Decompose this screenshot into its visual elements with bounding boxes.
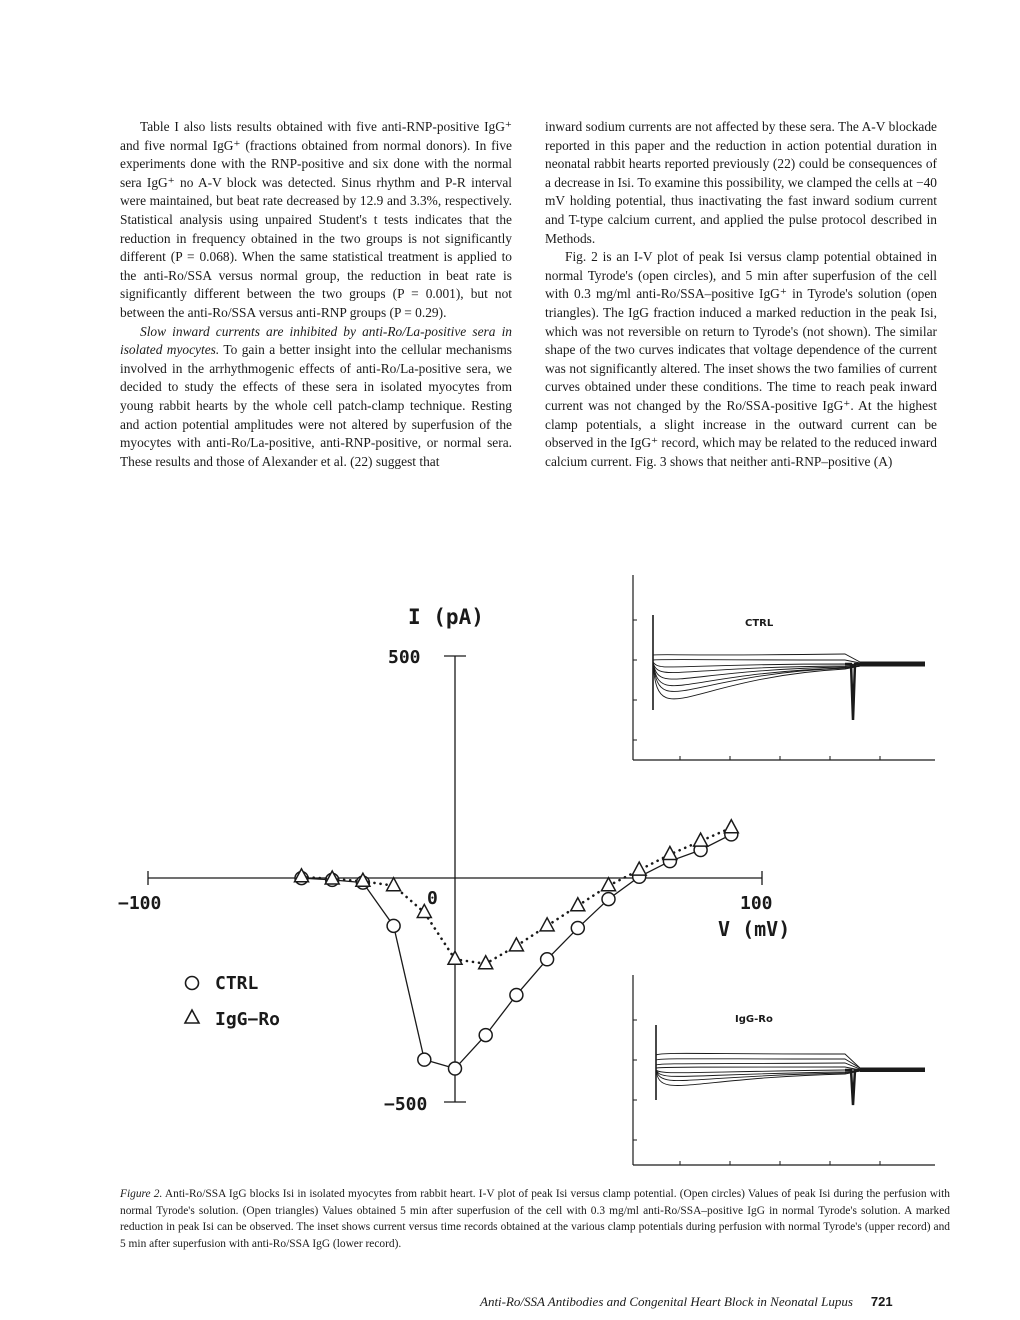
inset-ctrl: [633, 575, 935, 760]
left-text-column: [120, 118, 512, 471]
y-tick-label-minus500: −500: [384, 1094, 428, 1115]
legend-ctrl-label: CTRL: [215, 973, 259, 994]
x-tick-label-0: 0: [427, 888, 438, 909]
caption-label: Figure 2.: [120, 1188, 163, 1200]
running-title: Anti-Ro/SSA Antibodies and Congenital Heart Block in Neonatal Lupus: [480, 1294, 853, 1309]
iv-plot: [0, 560, 1020, 1185]
series-igg-ro: [295, 820, 739, 969]
y-tick-label-500: 500: [388, 647, 421, 668]
ctrl-point-5: [449, 1062, 462, 1075]
left-paragraph-2-body: To gain a better insight into the cellular mechanisms involved in the arrhythmogenic effects of anti-Ro/La-positive sera, we decided to study the effects of these sera in isolated myocytes from young rabbit hearts by the whole cell patch-clamp technique. Resting and action potential amplitudes were not altered by superfusion of the myocytes with anti-Ro/La-positive, anti-RNP-positive, or normal sera. These results and those of Alexander et al. (22) suggest that: [120, 342, 513, 469]
legend-igg-label: IgG−Ro: [215, 1009, 281, 1030]
ctrl-point-3: [387, 919, 400, 932]
igg-point-7: [509, 938, 523, 951]
ctrl-point-8: [541, 953, 554, 966]
igg-point-13: [694, 833, 708, 846]
inset-ctrl-traces: [653, 654, 925, 699]
igg-point-14: [724, 820, 738, 833]
section-heading-slow-inward: Slow inward currents are inhibited by anti-Ro/La-positive sera in isolated myocytes.: [120, 323, 512, 358]
inset-ctrl-label: CTRL: [745, 618, 774, 629]
left-paragraph-2: [120, 323, 512, 472]
ctrl-point-10: [602, 893, 615, 906]
page-number: 721: [870, 1294, 893, 1309]
right-paragraph-1: inward sodium currents are not affected by these sera. The A-V blockade reported in this paper and the reduction in action potential duration in neonatal rabbit hearts reported previously (22) could be consequences of a decrease in Isi. To examine this possibility, we clamped the cells at −40 mV holding potential, thus inactivating the fast inward sodium current and T-type calcium current, and applied the pulse protocol described in Methods.: [545, 119, 937, 246]
igg-point-3: [387, 878, 401, 891]
figure-2: [0, 560, 1020, 1185]
igg-point-10: [602, 878, 616, 891]
ctrl-point-6: [479, 1029, 492, 1042]
x-tick-label-100: 100: [740, 893, 773, 914]
figure-caption: [120, 1186, 950, 1252]
left-paragraph-1: Table I also lists results obtained with five anti-RNP-positive IgG⁺ and five normal IgG⁺ (fractions obtained from normal donors). In five experiments done with the RNP-positive and six done with the normal sera IgG⁺ no A-V block was detected. Sinus rhythm and P-R interval were maintained, but beat rate decreased by 12.9 and 3.3%, respectively. Statistical analysis using unpaired Student's t tests indicates that the reduction in frequency obtained in the two groups is not significantly different (P = 0.068). When the same statistical treatment is applied to the anti-Ro/SSA versus normal group, the reduction in beat rate is significantly different between the two groups (P = 0.001), but not between the anti-Ro/SSA versus anti-RNP groups (P = 0.29).: [120, 119, 512, 320]
ctrl-point-7: [510, 988, 523, 1001]
x-axis-title: V (mV): [718, 917, 791, 941]
igg-point-11: [632, 862, 646, 875]
inset-igg: [633, 975, 935, 1165]
inset-igg-label: IgG-Ro: [735, 1014, 773, 1025]
caption-text: Anti-Ro/SSA IgG blocks Isi in isolated myocytes from rabbit heart. I-V plot of peak Isi versus clamp potential. (Open circles) Values of peak Isi during the perfusion with normal Tyrode's solution. (Open triangles) Values obtained 5 min after superfusion of the cell with 0.3 mg/ml anti-Ro/SSA–positive IgG in normal Tyrode's solution. A marked reduction in peak Isi can be observed. The inset shows current versus time records obtained at the various clamp potentials during perfusion with normal Tyrode's (upper record) and 5 min after superfusion with anti-Ro/SSA IgG (lower record).: [120, 1188, 950, 1250]
ctrl-point-9: [571, 922, 584, 935]
legend-circle-icon: [186, 977, 199, 990]
page-footer: [480, 1294, 950, 1310]
igg-point-5: [448, 951, 462, 964]
igg-point-8: [540, 918, 554, 931]
legend: [185, 973, 280, 1030]
right-paragraph-2: Fig. 2 is an I-V plot of peak Isi versus clamp potential obtained in normal Tyrode's (open circles), and 5 min after superfusion of the cell with 0.3 mg/ml anti-Ro/SSA–positive IgG⁺ in Tyrode's solution (open triangles). The IgG fraction induced a marked reduction in the peak Isi, which was not reversible on return to Tyrode's (not shown). The similar shape of the two curves indicates that voltage dependence of the current was not significantly altered. The inset shows the two families of current curves obtained under these conditions. The time to reach peak inward current was not changed by the Ro/SSA-positive IgG⁺. At the highest clamp potentials, a slight increase in the outward current can be observed in the IgG⁺ record, which may be related to the reduced inward calcium current. Fig. 3 shows that neither anti-RNP–positive (A): [545, 249, 937, 469]
legend-triangle-icon: [185, 1010, 199, 1023]
y-axis-title: I (pA): [408, 605, 484, 629]
right-text-column: [545, 118, 937, 471]
ctrl-point-4: [418, 1053, 431, 1066]
igg-point-9: [571, 898, 585, 911]
x-tick-label-minus100: −100: [118, 893, 162, 914]
